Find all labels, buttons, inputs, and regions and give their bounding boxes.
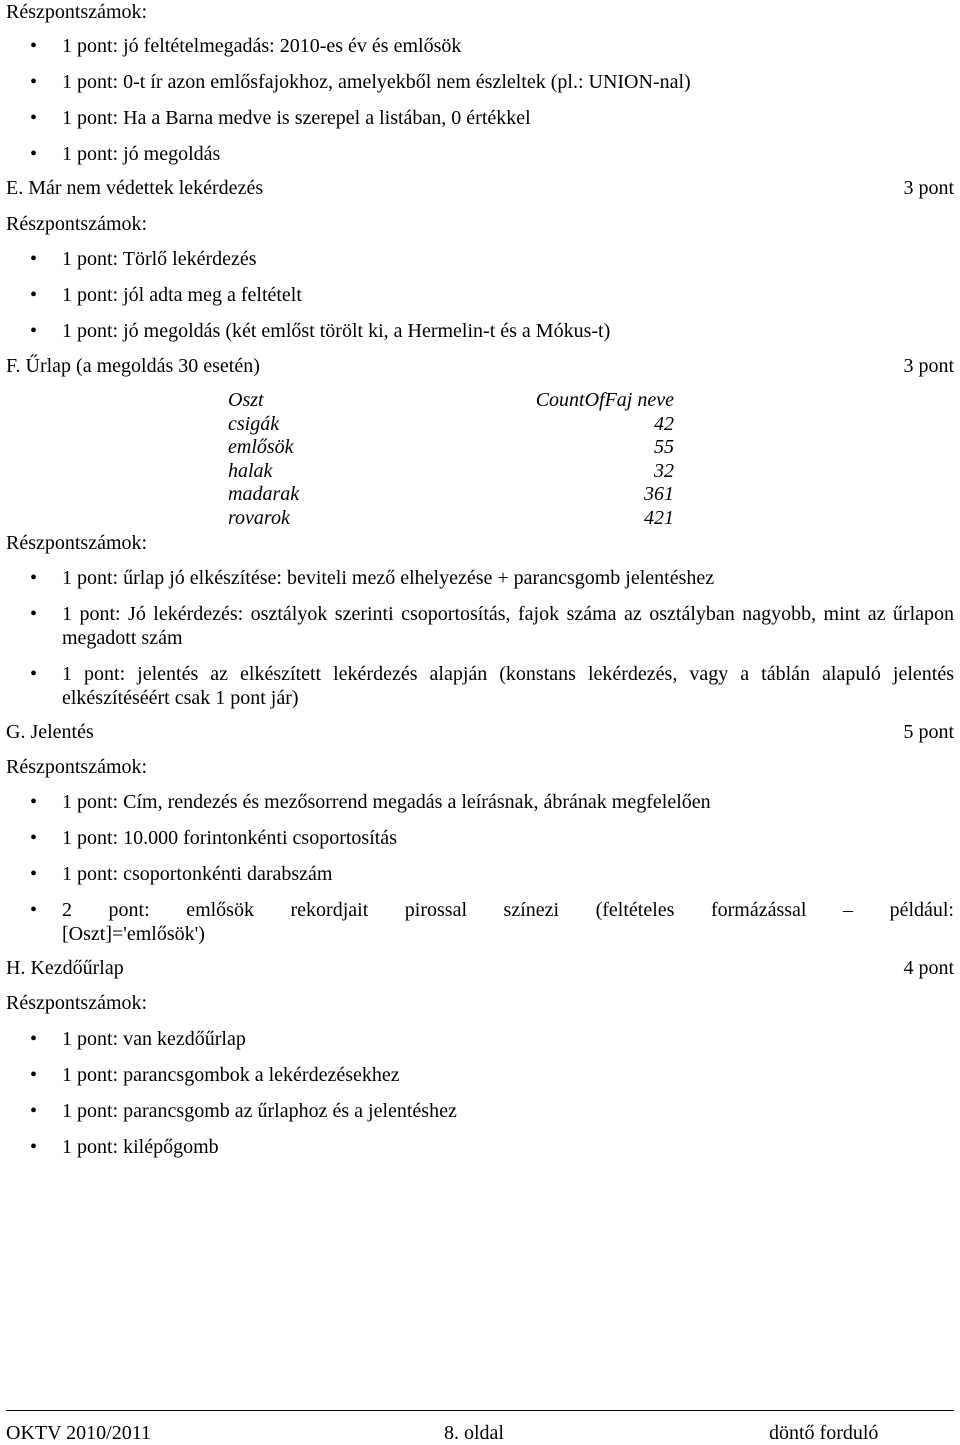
- table-cell: rovarok: [228, 506, 290, 529]
- section-points: 5 pont: [903, 721, 954, 743]
- column-header: Oszt: [228, 389, 264, 411]
- table-cell: 55: [654, 436, 674, 458]
- bullet-icon: •: [30, 899, 38, 921]
- section-e-list: [0, 247, 960, 343]
- table-row: [228, 460, 674, 484]
- section-title: E. Már nem védettek lekérdezés: [6, 177, 264, 199]
- bullet-icon: •: [30, 863, 38, 885]
- table-cell: 32: [654, 459, 674, 482]
- table-header-row: [228, 389, 674, 413]
- table-cell: csigák: [228, 412, 280, 435]
- section-g-label: Részpontszámok:: [6, 756, 148, 778]
- bullet-icon: •: [30, 663, 38, 685]
- bullet-icon: •: [30, 71, 38, 93]
- table-cell: madarak: [228, 483, 300, 505]
- table-row: [228, 507, 674, 531]
- query-result-table: [228, 389, 674, 530]
- list-item: • 1 pont: 0-t ír azon emlősfajokhoz, amelyekből nem észleltek (pl.: UNION-nal): [30, 71, 691, 93]
- footer-right: döntő forduló: [769, 1422, 879, 1444]
- bullet-icon: •: [30, 827, 38, 849]
- bullet-icon: •: [30, 143, 38, 165]
- section-h-label: Részpontszámok:: [6, 992, 148, 1014]
- table-cell: emlősök: [228, 436, 294, 458]
- list-item: • 1 pont: csoportonkénti darabszám: [30, 863, 333, 885]
- list-item: • 1 pont: jelentés az elkészített lekérdezés alapján (konstans lekérdezés, vagy a táblán alapuló jelentés elkészítéséért csak 1 pont jár): [30, 663, 954, 709]
- page-footer: [6, 1410, 954, 1445]
- list-item-line: 2 pont: emlősök rekordjait pirossal színezi (feltételes formázással – például:: [62, 899, 954, 921]
- section-h-list: [0, 1027, 960, 1159]
- bullet-icon: •: [30, 791, 38, 813]
- section-g-heading: [6, 720, 954, 744]
- list-item: • 1 pont: Törlő lekérdezés: [30, 248, 257, 270]
- table-row: [228, 436, 674, 460]
- table-cell: 42: [654, 412, 674, 435]
- bullet-icon: •: [30, 1100, 38, 1122]
- list-item: • 1 pont: jó feltételmegadás: 2010-es év és emlősök: [30, 35, 462, 57]
- list-item: • 1 pont: jó megoldás: [30, 143, 221, 165]
- bullet-icon: •: [30, 1136, 38, 1158]
- list-item: • 1 pont: parancsgomb az űrlaphoz és a jelentéshez: [30, 1100, 457, 1122]
- section-f-list: [0, 566, 960, 710]
- table-cell: halak: [228, 459, 273, 482]
- list-item-line: [Oszt]='emlősök'): [62, 923, 205, 945]
- section-f-label: Részpontszámok:: [6, 532, 148, 554]
- table-row: [228, 483, 674, 507]
- section-d-list: [0, 34, 960, 166]
- section-g-list: [0, 790, 960, 946]
- list-item: • 1 pont: 10.000 forintonkénti csoportosítás: [30, 827, 397, 849]
- section-f-heading: [6, 354, 954, 378]
- section-points: 4 pont: [903, 957, 954, 979]
- section-e-label: Részpontszámok:: [6, 213, 148, 235]
- section-points: 3 pont: [903, 177, 954, 199]
- table-row: [228, 413, 674, 437]
- list-item: • 1 pont: van kezdőűrlap: [30, 1028, 246, 1050]
- bullet-icon: •: [30, 603, 38, 625]
- section-e-heading: [6, 176, 954, 200]
- section-title: F. Űrlap (a megoldás 30 esetén): [6, 355, 260, 377]
- list-item: • 1 pont: űrlap jó elkészítése: beviteli mező elhelyezése + parancsgomb jelentéshez: [30, 567, 715, 589]
- column-header: CountOfFaj neve: [535, 389, 674, 411]
- list-item: • 1 pont: jó megoldás (két emlőst törölt ki, a Hermelin-t és a Mókus-t): [30, 320, 611, 342]
- table-cell: 421: [644, 506, 674, 529]
- list-item: • 1 pont: parancsgombok a lekérdezésekhez: [30, 1064, 400, 1086]
- table-cell: 361: [644, 483, 674, 505]
- list-item: [0, 898, 960, 946]
- bullet-icon: •: [30, 107, 38, 129]
- section-title: H. Kezdőűrlap: [6, 957, 124, 979]
- section-points: 3 pont: [903, 355, 954, 377]
- list-item: • 1 pont: kilépőgomb: [30, 1136, 219, 1158]
- list-item: • 1 pont: Cím, rendezés és mezősorrend megadás a leírásnak, ábrának megfelelően: [30, 791, 711, 813]
- bullet-icon: •: [30, 1064, 38, 1086]
- section-h-heading: [6, 956, 954, 980]
- bullet-icon: •: [30, 1028, 38, 1050]
- bullet-icon: •: [30, 284, 38, 306]
- bullet-icon: •: [30, 35, 38, 57]
- bullet-icon: •: [30, 320, 38, 342]
- bullet-icon: •: [30, 248, 38, 270]
- bullet-icon: •: [30, 567, 38, 589]
- section-title: G. Jelentés: [6, 721, 94, 743]
- list-item: • 1 pont: jól adta meg a feltételt: [30, 284, 302, 306]
- footer-page-number: 8. oldal: [444, 1422, 504, 1444]
- list-item: • 1 pont: Ha a Barna medve is szerepel a listában, 0 értékkel: [30, 107, 531, 129]
- footer-left: OKTV 2010/2011: [6, 1422, 151, 1444]
- list-item: • 1 pont: Jó lekérdezés: osztályok szerinti csoportosítás, fajok száma az osztályban nagyobb, mint az űrlapon megadott szám: [30, 603, 954, 649]
- section-d-label: Részpontszámok:: [6, 1, 148, 23]
